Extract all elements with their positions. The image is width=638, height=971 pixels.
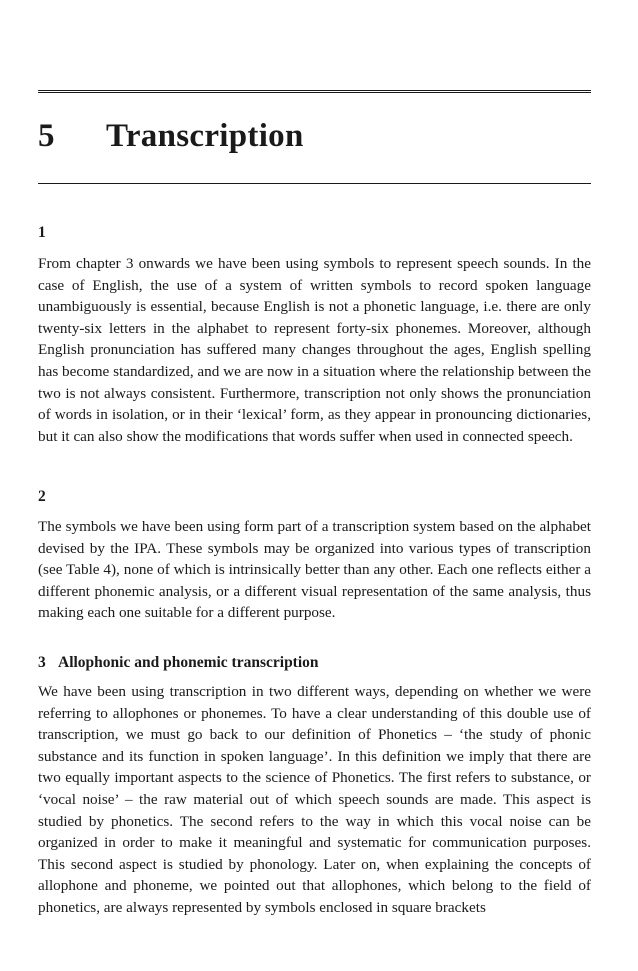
section-1-number: 1	[38, 224, 46, 241]
section-1-paragraph: From chapter 3 onwards we have been using symbols to represent speech sounds. In the case of English, the use of a system of written symbols to record spoken language unambiguously is essential, because English is not a phonetic language, i.e. there are only twenty-six letters in the alphabet to represent forty-six phonemes. Moreover, although English pronunciation has suffered many changes throughout the ages, English spelling has become standardized, and we are now in a situation where the relationship between the two is not always consistent. Furthermore, transcription not only shows the pronunciation of words in isolation, or in their ‘lexical’ form, as they appear in pronouncing dictionaries, but it can also show the modifications that words suffer when used in connected speech.	[38, 255, 591, 445]
chapter-title-text: Transcription	[106, 118, 304, 154]
chapter-top-rule	[38, 90, 591, 93]
chapter-title	[38, 118, 304, 155]
section-1-heading	[38, 224, 58, 242]
section-3-heading	[38, 654, 319, 672]
section-2-paragraph: The symbols we have been using form part of a transcription system based on the alphabet devised by the IPA. These symbols may be organized into various types of transcription (see Table 4), none of which is intrinsically better than any other. Each one reflects either a different phonemic analysis, or a different visual representation of the same analysis, thus making each one suitable for a different purpose.	[38, 518, 591, 622]
section-3-paragraph: We have been using transcription in two different ways, depending on whether we were referring to allophones or phonemes. To have a clear understanding of this double use of transcription, we must go back to our definition of Phonetics – ‘the study of phonic substance and its function in spoken language’. In this definition we imply that there are two equally important aspects to the science of Phonetics. The first refers to substance, or ‘vocal noise’ – the raw material out of which speech sounds are made. This aspect is studied by phonetics. The second refers to the way in which this vocal noise can be organized in order to make it meaningful and systematic for communication purposes. This second aspect is studied by phonology. Later on, when explaining the concepts of allophone and phoneme, we pointed out that allophones, which belong to the field of phonetics, are always represented by symbols enclosed in square brackets	[38, 683, 591, 916]
chapter-number: 5	[38, 118, 55, 154]
chapter-bottom-rule	[38, 183, 591, 184]
section-3-title: Allophonic and phonemic transcription	[58, 654, 319, 671]
section-2-number: 2	[38, 488, 46, 505]
section-2-heading	[38, 488, 58, 506]
section-3-number: 3	[38, 654, 46, 671]
